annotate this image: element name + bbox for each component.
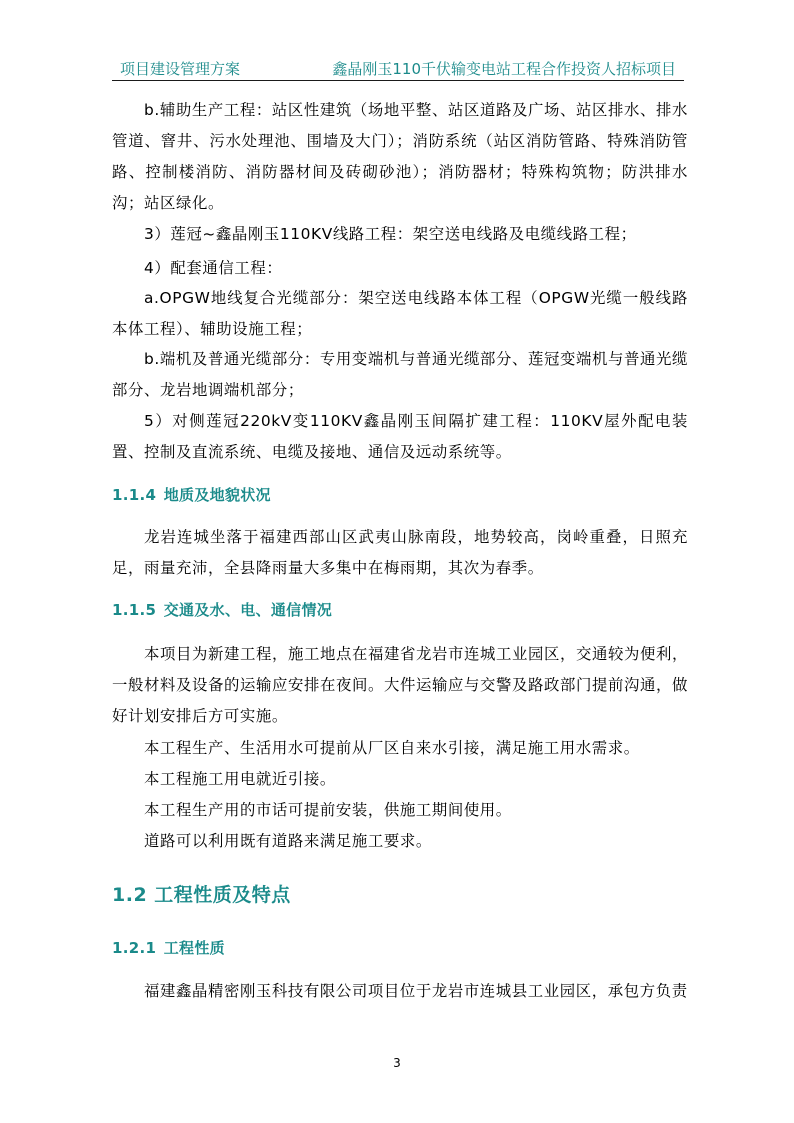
header-left-title: 项目建设管理方案 xyxy=(120,60,241,78)
heading-number: 1.2.1 xyxy=(112,939,157,957)
paragraph-terminal: b.端机及普通光缆部分：专用变端机与普通光缆部分、莲冠变端机与普通光缆部分、龙岩地调端机部分； xyxy=(112,350,688,399)
heading-text: 地质及地貌状况 xyxy=(163,486,271,504)
heading-text: 交通及水、电、通信情况 xyxy=(163,601,333,619)
header-right-title: 鑫晶刚玉110千伏输变电站工程合作投资人招标项目 xyxy=(332,60,676,78)
paragraph-auxiliary-works: b.辅助生产工程：站区性建筑（场地平整、站区道路及广场、站区排水、排水管道、窨井、污水处理池、围墙及大门）；消防系统（站区消防管路、特殊消防管路、控制楼消防、消防器材间及砖砌砂池）；消防器材；特殊构筑物；防洪排水沟；站区绿化。 xyxy=(112,101,688,212)
paragraph-communication-works: 4）配套通信工程： xyxy=(144,259,283,277)
paragraph-geology: 龙岩连城坐落于福建西部山区武夷山脉南段，地势较高，岗岭重叠，日照充足，雨量充沛，全县降雨量大多集中在梅雨期，其次为春季。 xyxy=(112,528,688,577)
heading-1-1-5 xyxy=(112,599,332,620)
paragraph-traffic: 本项目为新建工程，施工地点在福建省龙岩市连城工业园区，交通较为便利，一般材料及设备的运输应安排在夜间。大件运输应与交警及路政部门提前沟通，做好计划安排后方可实施。 xyxy=(112,645,688,725)
heading-number: 1.1.4 xyxy=(112,486,157,504)
paragraph-opgw: a.OPGW地线复合光缆部分：架空送电线路本体工程（OPGW光缆一般线路本体工程）、辅助设施工程； xyxy=(112,289,688,338)
paragraph-electricity: 本工程施工用电就近引接。 xyxy=(144,770,336,788)
paragraph-water: 本工程生产、生活用水可提前从厂区自来水引接，满足施工用水需求。 xyxy=(144,739,640,757)
paragraph-telephone: 本工程生产用的市话可提前安装，供施工期间使用。 xyxy=(144,801,512,819)
heading-1-1-4 xyxy=(112,484,271,505)
heading-1-2: 1.2 工程性质及特点 xyxy=(112,884,291,906)
paragraph-line-works: 3）莲冠~鑫晶刚玉110KV线路工程：架空送电线路及电缆线路工程； xyxy=(144,225,637,243)
heading-text: 工程性质 xyxy=(163,939,225,957)
paragraph-project-nature: 福建鑫晶精密刚玉科技有限公司项目位于龙岩市连城县工业园区，承包方负责 xyxy=(144,982,688,1000)
heading-1-2-1 xyxy=(112,937,225,958)
page-header xyxy=(112,56,684,81)
paragraph-road: 道路可以利用既有道路来满足施工要求。 xyxy=(144,832,432,850)
paragraph-expansion: 5）对侧莲冠220kV变110KV鑫晶刚玉间隔扩建工程：110KV屋外配电装置、控制及直流系统、电缆及接地、通信及远动系统等。 xyxy=(112,412,688,461)
page-number: 3 xyxy=(393,1056,401,1070)
heading-number: 1.1.5 xyxy=(112,601,157,619)
